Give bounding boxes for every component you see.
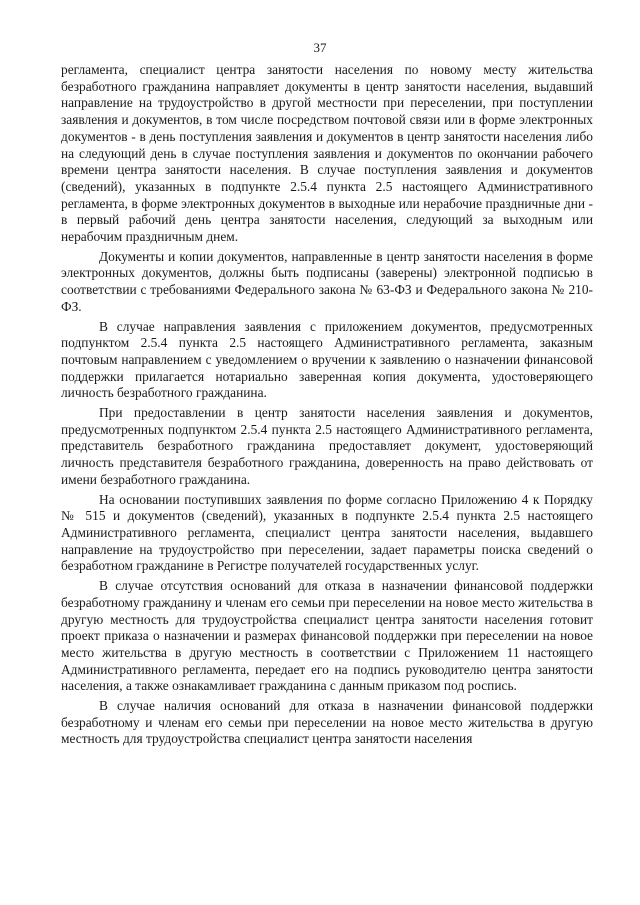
paragraph-postal-submission: В случае направления заявления с приложением документов, предусмотренных подпунктом 2.5.4 пункта 2.5 настоящего Административного регламента, заказным почтовым направлением с уведомлением о вручении к заявлению о назначении финансовой поддержки прилагается нотариально заверенная копия документа, удостоверяющего личность безработного гражданина.	[61, 318, 593, 401]
paragraph-no-refusal-grounds: В случае отсутствия оснований для отказа в назначении финансовой поддержки безработному гражданину и членам его семьи при переселении на новое место жительства в другую местность для трудоустройства специалист центра занятости населения готовит проект приказа о назначении и размерах финансовой поддержки при переселении на новое место жительства в другую местность в соответствии с Приложением 11 настоящего Административного регламента, передает его на подпись руководителю центра занятости населения, а также ознакамливает гражданина с данным приказом под роспись.	[61, 578, 593, 694]
document-body	[61, 62, 593, 748]
paragraph-electronic-signature: Документы и копии документов, направленные в центр занятости населения в форме электронных документов, должны быть подписаны (заверены) электронной подписью в соответствии с требованиями Федерального закона № 63-ФЗ и Федерального закона № 210-ФЗ.	[61, 248, 593, 314]
paragraph-continuation: регламента, специалист центра занятости населения по новому месту жительства безработного гражданина направляет документы в центр занятости населения, выдавший направление на трудоустройство в другой местности при переселении, при поступлении заявления и документов, в том числе посредством почтовой связи или в форме электронных документов - в день поступления заявления и документов в центр занятости населения либо на следующий день в случае поступления заявления и документов по окончании рабочего времени центра занятости населения. В случае поступления заявления и документов (сведений), указанных в подпункте 2.5.4 пункта 2.5 настоящего Административного регламента, в форме электронных документов в выходные или нерабочие праздничные дни - в первый рабочий день центра занятости населения, следующий за выходным или нерабочим праздничным днем.	[61, 62, 593, 245]
paragraph-representative: При предоставлении в центр занятости населения заявления и документов, предусмотренных подпунктом 2.5.4 пункта 2.5 настоящего Административного регламента, представитель безработного гражданина предоставляет документ, удостоверяющий личность представителя безработного гражданина, доверенность на право действовать от имени безработного гражданина.	[61, 405, 593, 487]
page-number: 37	[313, 40, 327, 55]
paragraph-registry-search: На основании поступивших заявления по форме согласно Приложению 4 к Порядку № 515 и документов (сведений), указанных в подпункте 2.5.4 пункта 2.5 настоящего Административного регламента, специалист центра занятости населения, выдавшего направление на трудоустройство при переселении, задает параметры поиска сведений о безработном гражданине в Регистре получателей государственных услуг.	[61, 491, 593, 574]
paragraph-refusal-grounds: В случае наличия оснований для отказа в назначении финансовой поддержки безработному и членам его семьи при переселении на новое место жительства в другую местность для трудоустройства специалист центра занятости населения	[61, 698, 593, 747]
